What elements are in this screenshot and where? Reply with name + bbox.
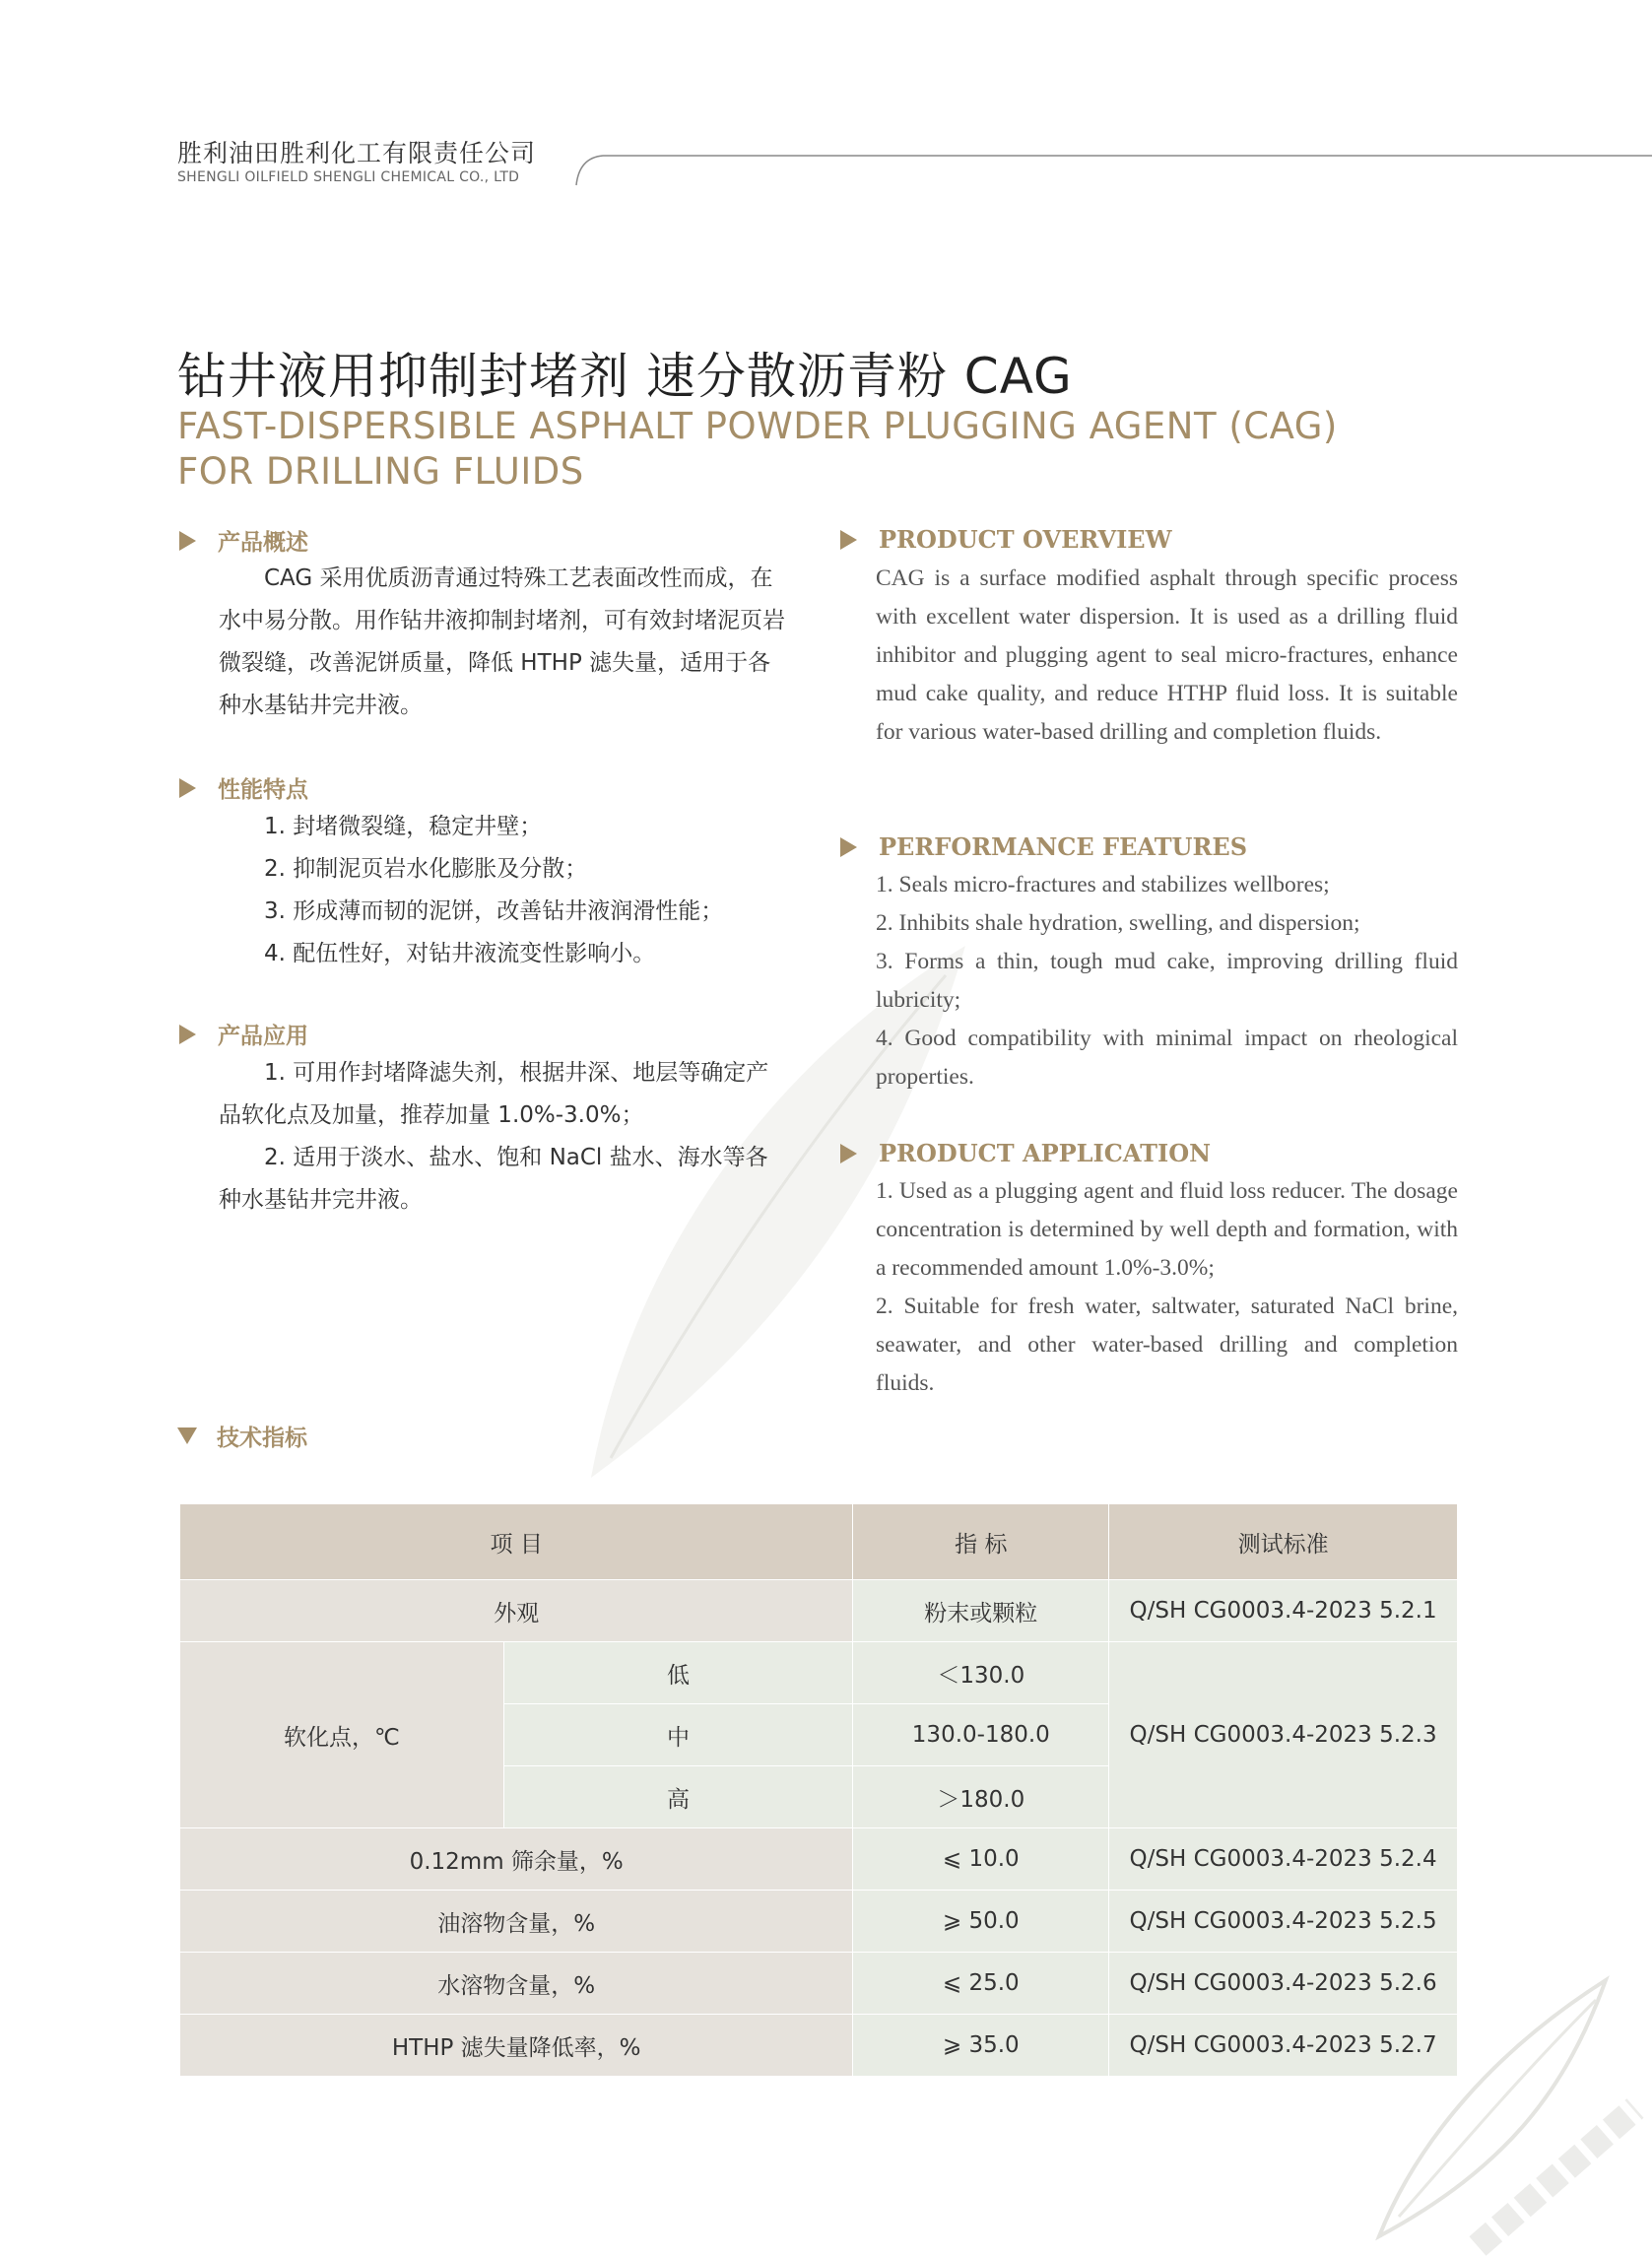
cell-value: 粉末或颗粒: [853, 1580, 1109, 1642]
header-item: 项 目: [180, 1504, 853, 1580]
company-name-cn: 胜利油田胜利化工有限责任公司: [177, 139, 537, 167]
list-item: 1. Used as a plugging agent and fluid loss reducer. The dosage concentration is determined by well depth and formation, with a recommended amount 1.0%-3.0%;: [876, 1178, 1458, 1281]
cell-standard: Q/SH CG0003.4-2023 5.2.7: [1109, 2015, 1458, 2077]
table-row: [180, 1953, 1458, 2015]
company-name-en: SHENGLI OILFIELD SHENGLI CHEMICAL CO., LTD: [177, 169, 520, 185]
cell-standard: Q/SH CG0003.4-2023 5.2.3: [1109, 1642, 1458, 1828]
table-row: [180, 1891, 1458, 1953]
cell-value: ⩽ 25.0: [853, 1953, 1109, 2015]
table-row: [180, 1828, 1458, 1891]
table-row: [180, 1642, 1458, 1704]
header-value: 指 标: [853, 1504, 1109, 1580]
list-item: 4. Good compatibility with minimal impact on rheological properties.: [876, 1026, 1458, 1090]
triangle-right-icon: [840, 837, 857, 857]
cell-subitem: 高: [503, 1766, 853, 1828]
list-item: 1. 可用作封堵降滤失剂，根据井深、地层等确定产品软化点及加量，推荐加量 1.0%-3.0%；: [219, 1060, 769, 1128]
features-list-en: [876, 866, 1458, 1096]
list-item: 1. 封堵微裂缝，稳定井壁；: [264, 814, 543, 839]
application-heading-cn: 产品应用: [179, 1018, 308, 1050]
list-item: 4. 配伍性好，对钻井液流变性影响小。: [264, 941, 656, 966]
triangle-down-icon: [177, 1427, 197, 1444]
list-item: 3. 形成薄而韧的泥饼，改善钻井液润滑性能；: [264, 898, 724, 924]
cell-subitem: 中: [503, 1704, 853, 1766]
cell-item: 水溶物含量，%: [180, 1953, 853, 2015]
overview-heading-en: PRODUCT OVERVIEW: [840, 525, 1172, 554]
spec-table: [179, 1503, 1458, 2077]
features-heading-en: PERFORMANCE FEATURES: [840, 832, 1247, 861]
application-list-en: [876, 1172, 1458, 1403]
cell-item: 外观: [180, 1580, 853, 1642]
features-list-cn: [219, 806, 788, 975]
cell-standard: Q/SH CG0003.4-2023 5.2.1: [1109, 1580, 1458, 1642]
cell-value: ＞180.0: [853, 1766, 1109, 1828]
overview-heading-cn: 产品概述: [179, 524, 308, 557]
list-item: 2. Inhibits shale hydration, swelling, and dispersion;: [876, 910, 1360, 936]
cell-item: 0.12mm 筛余量，%: [180, 1828, 853, 1891]
list-item: 2. 适用于淡水、盐水、饱和 NaCl 盐水、海水等各种水基钻井完井液。: [219, 1145, 768, 1213]
tech-spec-heading: 技术指标: [177, 1420, 307, 1452]
list-item: 1. Seals micro-fractures and stabilizes wellbores;: [876, 872, 1330, 897]
table-row: [180, 1580, 1458, 1642]
cell-value: ＜130.0: [853, 1642, 1109, 1704]
cell-standard: Q/SH CG0003.4-2023 5.2.4: [1109, 1828, 1458, 1891]
cell-item: 油溶物含量，%: [180, 1891, 853, 1953]
table-row: [180, 2015, 1458, 2077]
triangle-right-icon: [840, 530, 857, 550]
cell-value: 130.0-180.0: [853, 1704, 1109, 1766]
cell-subitem: 低: [503, 1642, 853, 1704]
cell-item: 软化点，℃: [180, 1642, 504, 1828]
application-list-cn: [219, 1052, 788, 1222]
header-standard: 测试标准: [1109, 1504, 1458, 1580]
cell-value: ⩽ 10.0: [853, 1828, 1109, 1891]
cell-standard: Q/SH CG0003.4-2023 5.2.5: [1109, 1891, 1458, 1953]
features-heading-cn: 性能特点: [179, 771, 308, 804]
cell-value: ⩾ 35.0: [853, 2015, 1109, 2077]
cell-standard: Q/SH CG0003.4-2023 5.2.6: [1109, 1953, 1458, 2015]
table-header-row: [180, 1504, 1458, 1580]
page-title-cn: 钻井液用抑制封堵剂 速分散沥青粉 CAG: [177, 348, 1073, 405]
overview-body-cn: CAG 采用优质沥青通过特殊工艺表面改性而成，在水中易分散。用作钻井液抑制封堵剂，可有效封堵泥页岩微裂缝，改善泥饼质量，降低 HTHP 滤失量，适用于各种水基钻井完井液。: [219, 565, 785, 718]
list-item: 2. Suitable for fresh water, saltwater, saturated NaCl brine, seawater, and other water-based drilling and completion fluids.: [876, 1294, 1458, 1396]
list-item: 2. 抑制泥页岩水化膨胀及分散；: [264, 856, 588, 882]
triangle-right-icon: [179, 778, 196, 798]
cell-value: ⩾ 50.0: [853, 1891, 1109, 1953]
triangle-right-icon: [840, 1144, 857, 1163]
triangle-right-icon: [179, 1025, 196, 1044]
corner-logo-watermark: [1359, 1960, 1645, 2256]
list-item: 3. Forms a thin, tough mud cake, improving drilling fluid lubricity;: [876, 949, 1458, 1013]
cell-item: HTHP 滤失量降低率，%: [180, 2015, 853, 2077]
triangle-right-icon: [179, 531, 196, 551]
application-heading-en: PRODUCT APPLICATION: [840, 1139, 1211, 1167]
page-title-en: FAST-DISPERSIBLE ASPHALT POWDER PLUGGING AGENT (CAG) FOR DRILLING FLUIDS: [177, 405, 1338, 493]
overview-body-en: CAG is a surface modified asphalt through specific process with excellent water dispersion. It is used as a drilling fluid inhibitor and plugging agent to seal micro-fractures, enhance mud cake quality, and reduce HTHP fluid loss. It is suitable for various water-based drilling and completion fluids.: [876, 565, 1458, 745]
